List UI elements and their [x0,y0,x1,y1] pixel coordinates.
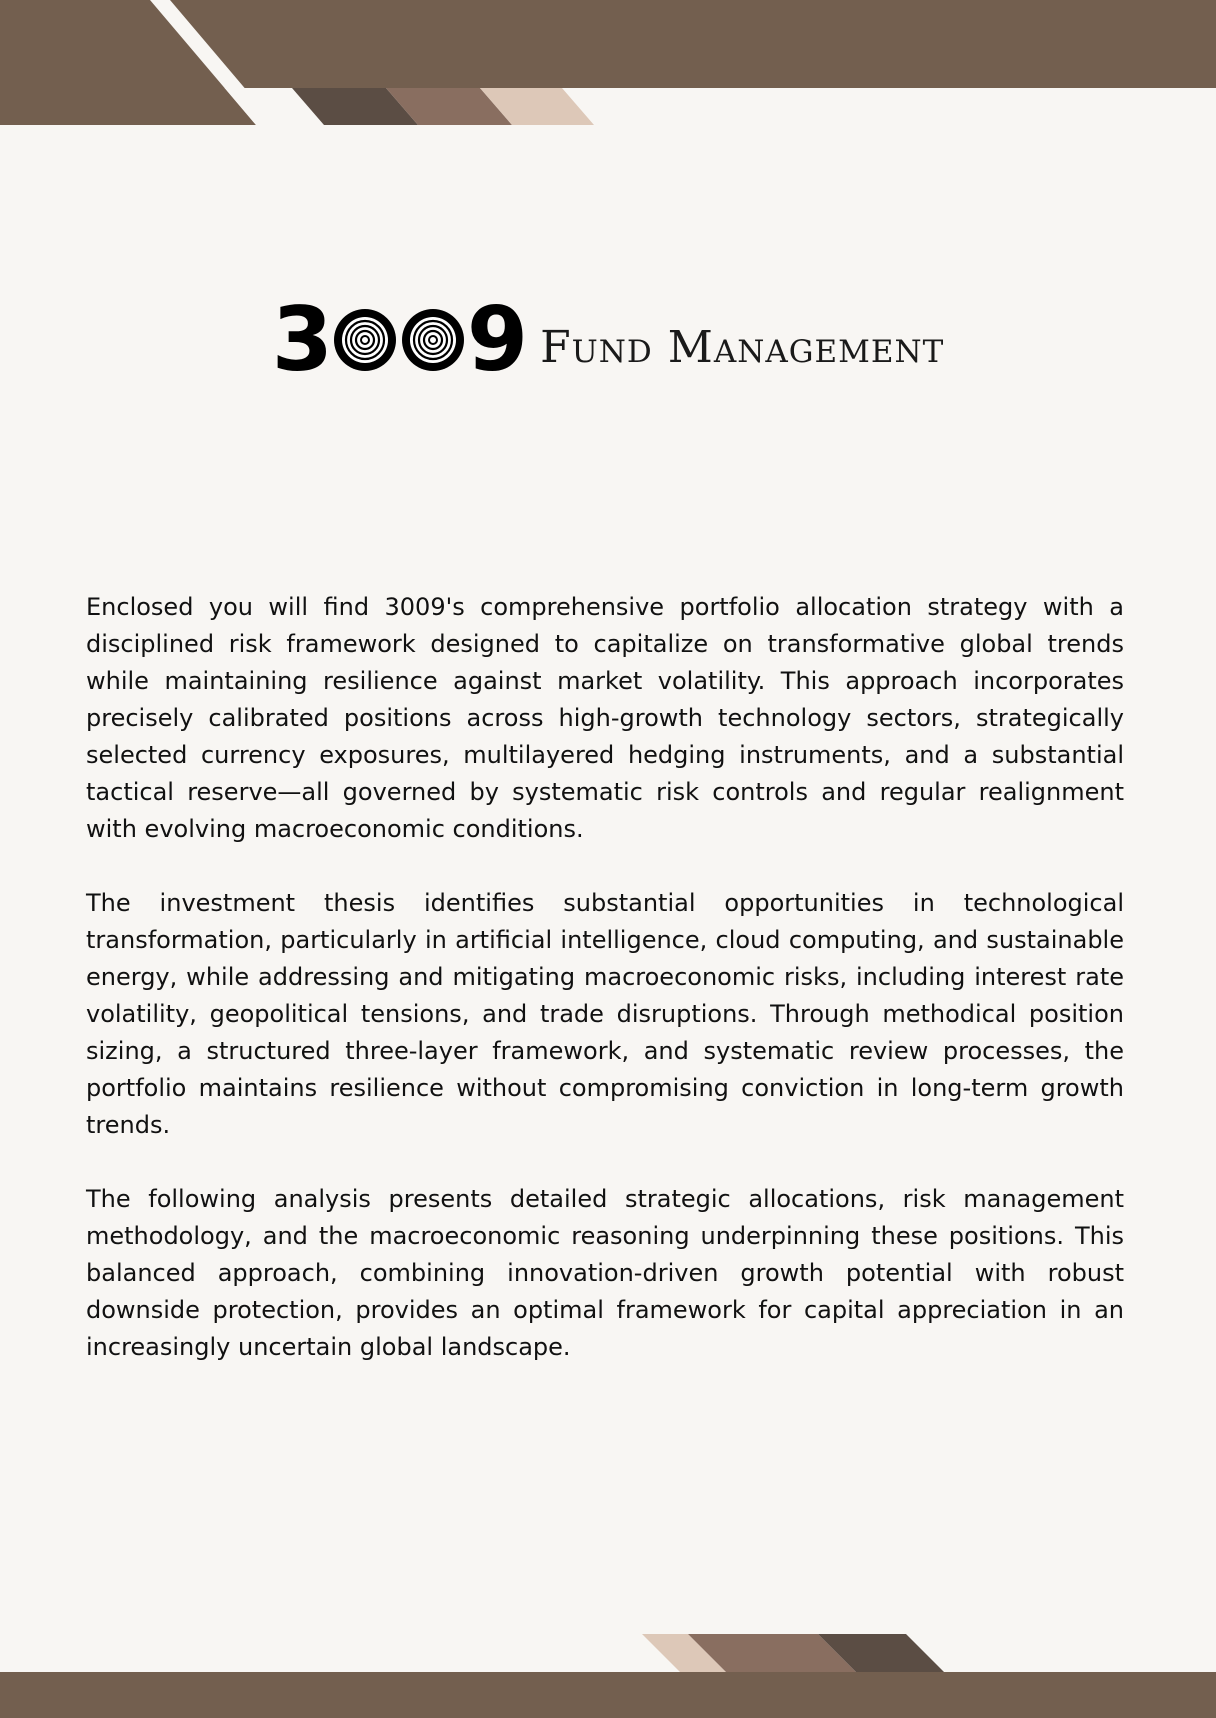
logo-digit-nine: 9 [466,288,527,391]
paragraph-thesis: The investment thesis identifies substantial opportunities in technological transformation, particularly in artificial intelligence, cloud computing, and sustainable energy, while addressing and mitigating macroeconomic risks, including interest rate volatility, geopolitical tensions, and trade disruptions. Through methodical position sizing, a structured three-layer framework, and systematic review processes, the portfolio maintains resilience without compromising conviction in long-term growth trends. [86,889,1124,1139]
bottom-stripe-light [642,1634,726,1672]
bottom-banner-bar [0,1672,1216,1718]
bottom-stripe-dark [818,1634,944,1672]
bottom-stripe-mid [688,1634,856,1672]
logo-mark [271,288,527,391]
letter-body [86,589,1124,1403]
top-banner-bar [0,0,1216,88]
tree-ring-icon [333,308,397,372]
top-banner-gap [150,0,276,125]
top-banner-decoration [0,0,1216,130]
top-banner-wedge [0,0,256,125]
top-stripe-mid [386,88,512,125]
top-stripe-light [480,88,594,125]
paragraph-intro: Enclosed you will find 3009's comprehensive portfolio allocation strategy with a disciplined risk framework designed to capitalize on transformative global trends while maintaining resilience against market volatility. This approach incorporates precisely calibrated positions across high-growth technology sectors, strategically selected currency exposures, multilayered hedging instruments, and a substantial tactical reserve—all governed by systematic risk controls and regular realignment with evolving macroeconomic conditions. [86,593,1124,843]
brand-logo [0,288,1216,391]
logo-digit-three: 3 [271,288,331,391]
brand-name: Fund Management [540,322,945,373]
paragraph-conclusion: The following analysis presents detailed strategic allocations, risk management methodology, and the macroeconomic reasoning underpinning these positions. This balanced approach, combining innovation-driven growth potential with robust downside protection, provides an optimal framework for capital appreciation in an increasingly uncertain global landscape. [86,1185,1124,1361]
bottom-banner-decoration [0,1620,1216,1718]
tree-ring-icon [401,308,465,372]
top-stripe-dark [292,88,418,125]
